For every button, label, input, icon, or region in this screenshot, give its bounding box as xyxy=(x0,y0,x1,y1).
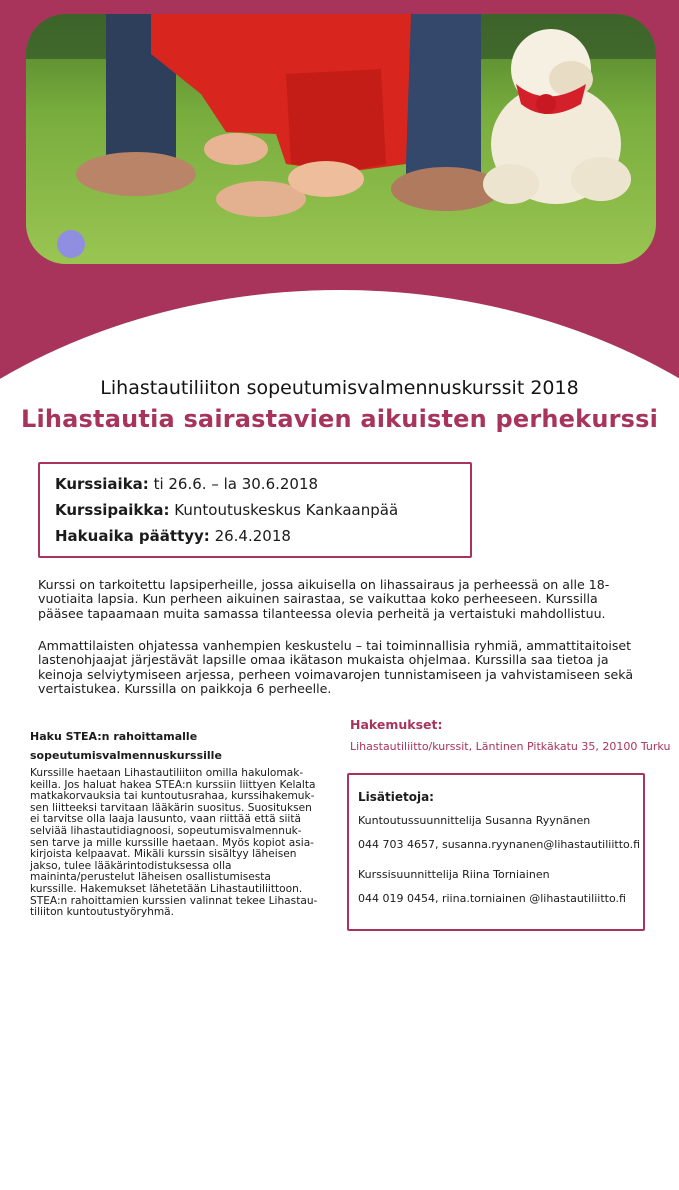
course-place-value: Kuntoutuskeskus Kankaanpää xyxy=(169,501,399,519)
deadline-label: Hakuaika päättyy: xyxy=(55,527,210,545)
contact-2-details: 044 019 0454, riina.torniainen @lihastautiliitto.fi xyxy=(358,892,626,905)
deadline-value: 26.4.2018 xyxy=(209,527,291,545)
contact-1-name: Kuntoutussuunnittelija Susanna Ryynänen xyxy=(358,814,591,827)
course-time-label: Kurssiaika: xyxy=(55,475,149,493)
intro-paragraph: Kurssi on tarkoitettu lapsiperheille, jossa aikuisella on lihassairaus ja perheessä on alle 18-vuotiaita lapsia. Kun perheen aikuinen sairastaa, se vaikuttaa koko perheeseen. Kurssilla pääsee tapaamaan muita samassa tilanteessa olevia perheitä ja vertaistuki mahdollistuu. xyxy=(38,577,610,621)
stea-section xyxy=(30,727,320,919)
applications-address: Lihastautiliitto/kurssit, Läntinen Pitkäkatu 35, 20100 Turku xyxy=(350,740,671,753)
stea-text: Kurssille haetaan Lihastautiliiton omilla hakulomak- keilla. Jos haluat hakea STEA:n kurssiin liittyen Kelalta matkakorvauksia tai kuntoutusrahaa, kurssihakemuk- sen liitteeksi tarvitaan lääkärin suositus. Suosituksen ei tarvitse olla laaja lausunto, vaan riittää että siitä selviää lihastautidiagnoosi, sopeutumisvalmennuk- sen tarve ja mille kurssille haetaan. Myös kopiot asia- kirjoista kelpaavat. Mikäli kurssin sisältyy läheisen jakso, tulee lääkärintodistuksessa olla maininta/perustelut läheisen osallistumisesta kurssille. Hakemukset lähetetään Lihastautiliittoon. STEA:n rahoittamien kurssien valinnat tekee Lihastau- tiliiton kuntoutustyöryhmä. xyxy=(30,767,318,919)
course-place-label: Kurssipaikka: xyxy=(55,501,170,519)
course-info-box xyxy=(38,462,472,558)
page-subtitle: Lihastautiliiton sopeutumisvalmennuskurssit 2018 xyxy=(100,377,579,399)
page-title: Lihastautia sairastavien aikuisten perhekurssi xyxy=(20,405,659,433)
contact-1-details: 044 703 4657, susanna.ryynanen@lihastautiliitto.fi xyxy=(358,838,640,851)
applications-title: Hakemukset: xyxy=(350,717,443,732)
course-place-row xyxy=(55,501,398,519)
family-feet-photo xyxy=(26,14,656,264)
program-paragraph: Ammattilaisten ohjatessa vanhempien keskustelu – tai toiminnallisia ryhmiä, ammattitaitoiset lastenohjaajat järjestävät lapsille omaa ikätason mukaista ohjelmaa. Kurssilla saa tietoa ja keinoja selviytymiseen arjessa, perheen voimavarojen tunnistamiseen ja vahvistamiseen sekä vertaistukea. Kurssilla on paikkoja 6 perheelle. xyxy=(38,638,634,697)
contacts-title: Lisätietoja: xyxy=(358,790,434,804)
contact-2-name: Kurssisuunnittelija Riina Torniainen xyxy=(358,868,550,881)
course-time-row xyxy=(55,475,318,493)
contact-box xyxy=(347,773,645,931)
deadline-row xyxy=(55,527,291,545)
course-time-value: ti 26.6. – la 30.6.2018 xyxy=(148,475,319,493)
stea-heading: Haku STEA:n rahoittamalle sopeutumisvalmennuskurssille xyxy=(30,730,222,762)
